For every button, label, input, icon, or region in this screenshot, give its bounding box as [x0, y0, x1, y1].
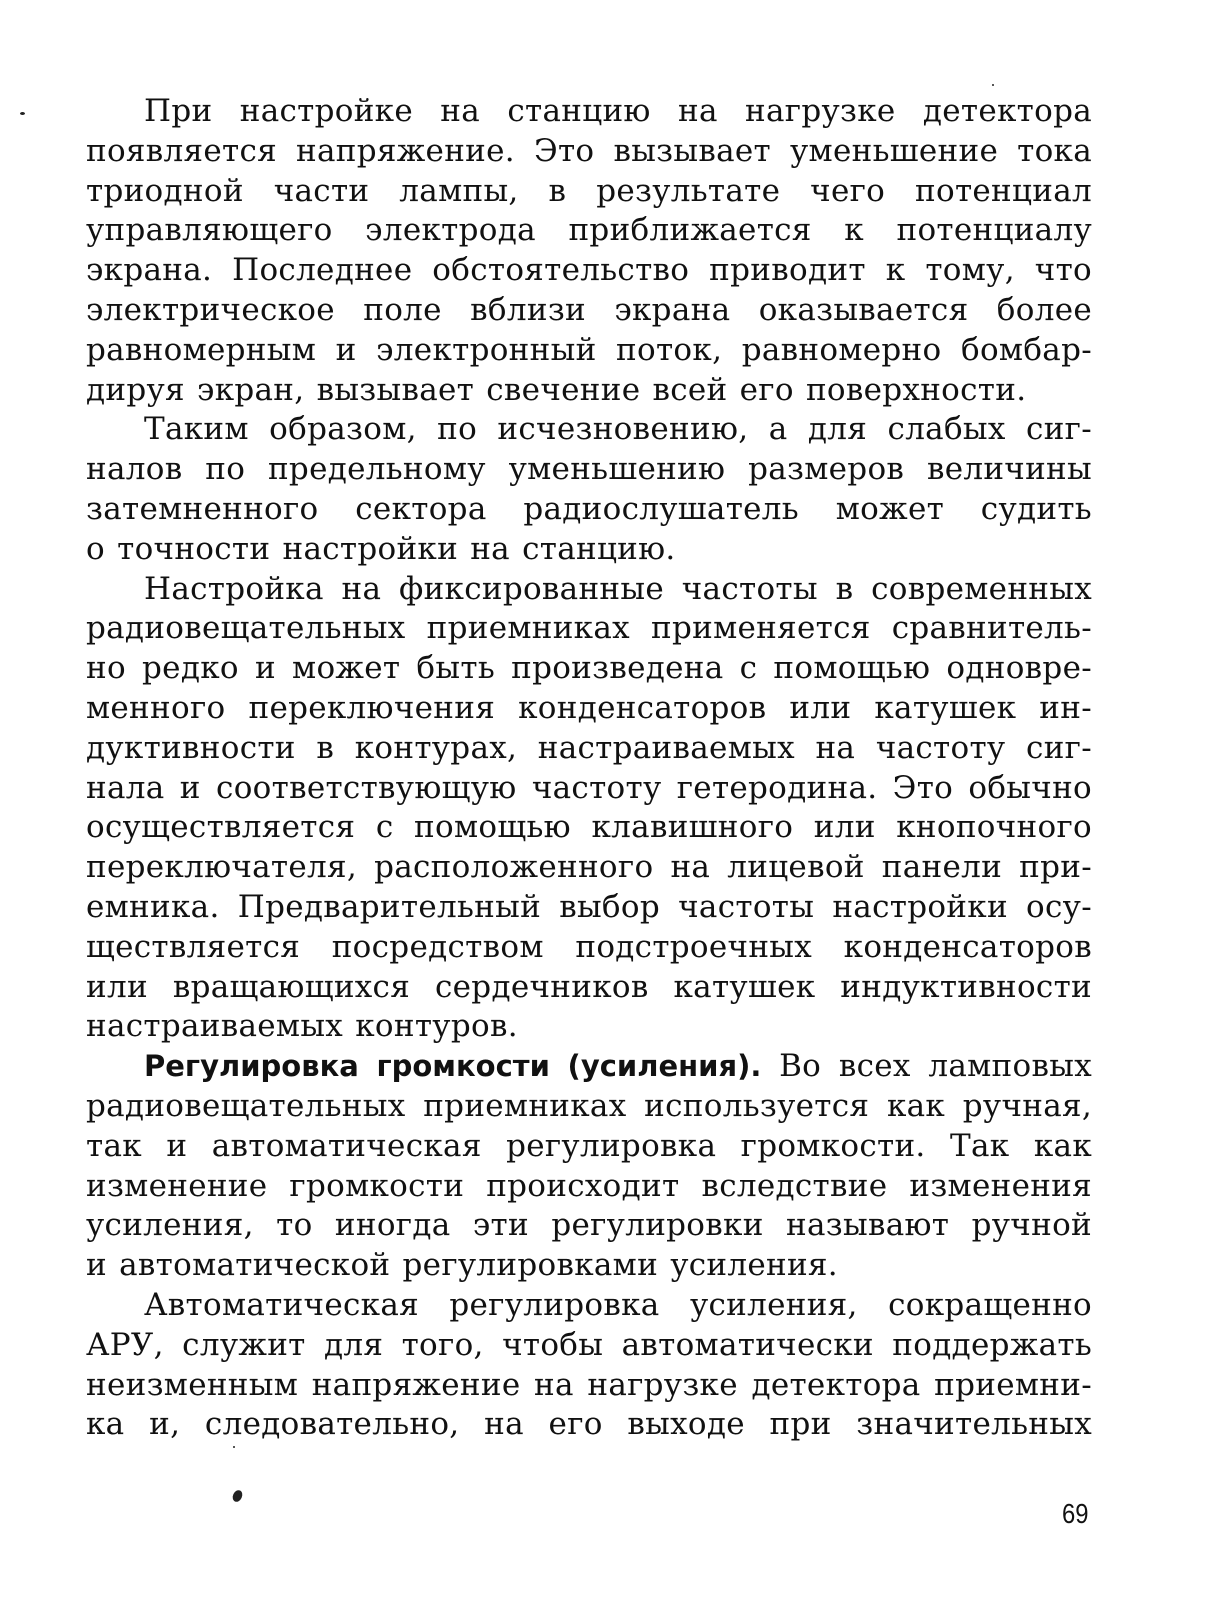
- text-line: емника. Предварительный выбор частоты настройки осу-: [86, 888, 1092, 925]
- scan-speck: [231, 1489, 244, 1504]
- section-heading: Регулировка громкости (усиления).: [144, 1049, 762, 1084]
- scan-speck: [233, 1446, 235, 1448]
- text-line: АРУ, служит для того, чтобы автоматически поддержать: [86, 1326, 1092, 1363]
- text-line: электрическое поле вблизи экрана оказывается более: [86, 291, 1092, 328]
- text-line: изменение громкости происходит вследствие изменения: [86, 1167, 1092, 1204]
- text-line: экрана. Последнее обстоятельство приводит к тому, что: [86, 252, 1092, 289]
- text-line: ка и, следовательно, на его выходе при значительных: [86, 1406, 1092, 1443]
- text-line: затемненного сектора радиослушатель может судить: [86, 490, 1092, 527]
- text-line: нала и соответствующую частоту гетеродина. Это обычно: [86, 769, 1092, 806]
- text-line-with-heading: [86, 1047, 1092, 1087]
- text-line: Таким образом, по исчезновению, а для слабых сиг-: [144, 411, 1092, 448]
- text-line: управляющего электрода приближается к потенциалу: [86, 212, 1092, 249]
- text-line: появляется напряжение. Это вызывает уменьшение тока: [86, 132, 1092, 169]
- body-text: [86, 92, 1092, 1445]
- text-line: радиовещательных приемниках применяется сравнитель-: [86, 610, 1092, 647]
- text-line: При настройке на станцию на нагрузке детектора: [144, 93, 1092, 129]
- text-run: Во всех ламповых: [779, 1048, 1092, 1085]
- text-line: менного переключения конденсаторов или катушек ин-: [86, 689, 1092, 726]
- text-line: или вращающихся сердечников катушек индуктивности: [86, 968, 1092, 1005]
- text-line: равномерным и электронный поток, равномерно бомбар-: [86, 331, 1092, 368]
- text-line: и автоматической регулировками усиления.: [86, 1247, 838, 1284]
- scan-speck: [20, 112, 25, 115]
- text-line: ществляется посредством подстроечных конденсаторов: [86, 928, 1092, 965]
- scan-speck: [992, 84, 994, 86]
- text-line: дируя экран, вызывает свечение всей его поверхности.: [86, 371, 1027, 408]
- text-line: осуществляется с помощью клавишного или кнопочного: [86, 809, 1092, 846]
- page-number: 69: [1062, 1498, 1089, 1529]
- text-line: усиления, то иногда эти регулировки называют ручной: [86, 1207, 1092, 1244]
- text-line: неизменным напряжение на нагрузке детектора приемни-: [86, 1366, 1092, 1403]
- text-line: настраиваемых контуров.: [86, 1008, 518, 1045]
- text-line: о точности настройки на станцию.: [86, 530, 676, 567]
- text-line: так и автоматическая регулировка громкости. Так как: [86, 1127, 1092, 1164]
- text-line: радиовещательных приемниках используется как ручная,: [86, 1087, 1092, 1124]
- text-line: налов по предельному уменьшению размеров величины: [86, 451, 1092, 488]
- text-line: триодной части лампы, в результате чего потенциал: [86, 172, 1092, 209]
- text-line: Настройка на фиксированные частоты в современных: [144, 570, 1092, 607]
- text-line: дуктивности в контурах, настраиваемых на частоту сиг-: [86, 729, 1092, 766]
- text-line: но редко и может быть произведена с помощью одновре-: [86, 650, 1092, 687]
- text-line: переключателя, расположенного на лицевой панели при-: [86, 849, 1092, 886]
- text-line: Автоматическая регулировка усиления, сокращенно: [144, 1286, 1092, 1323]
